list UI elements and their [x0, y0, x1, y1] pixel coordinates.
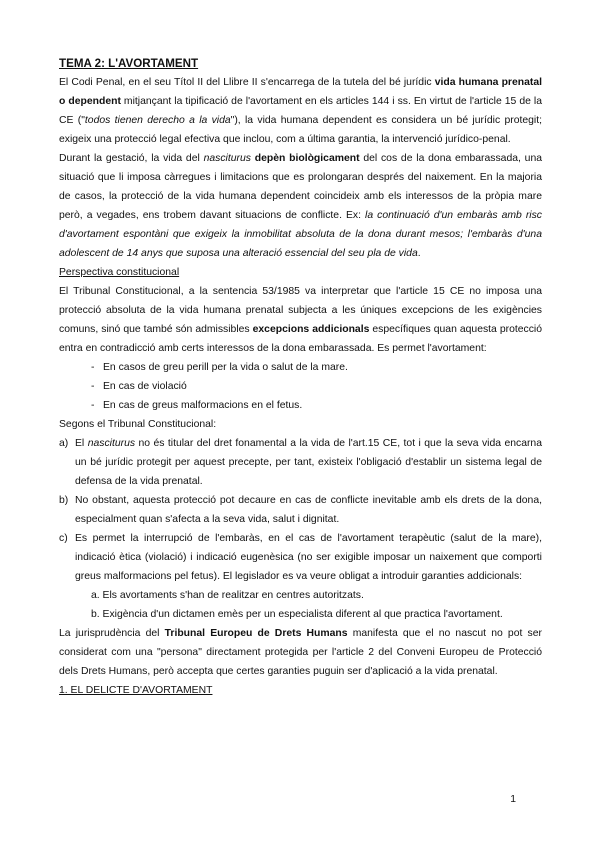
- bold-run: Tribunal Europeu de Drets Humans: [164, 628, 348, 639]
- list-item: - En cas de greus malformacions en el fetus.: [91, 396, 542, 415]
- text-run: específiques quan aquesta protecció entra en contradicció amb certs interessos de la dona embarassada. Es permet l'avortament:: [59, 324, 543, 354]
- bold-run: vida humana prenatal o dependent: [59, 77, 542, 107]
- paragraph-tc-sentence: [59, 282, 542, 358]
- text-run: Es permet la interrupció de l'embaràs, en el cas de l'avortament terapèutic (salut de la mare), indicació ètica (violació) i indicació eugenèsica (no ser exigible imposar un naixement que comporti greus malformacions pel fetus). El legislador es va veure obligat a introduir garanties addicionals:: [75, 533, 542, 582]
- list-item: - En cas de violació: [91, 377, 542, 396]
- list-item: [59, 491, 542, 529]
- exceptions-list: [59, 358, 542, 415]
- paragraph-gestation: [59, 149, 542, 263]
- list-item: - En casos de greu perill per la vida o salut de la mare.: [91, 358, 542, 377]
- text-run: manifesta que el no nascut no pot ser considerat com una "persona" directament protegida per l'article 2 del Conveni Europeu de Protecció dels Drets Humans, però accepta que certes garanties puguin ser d'aplicació a la vida prenatal.: [59, 628, 542, 677]
- bold-run: depèn biològicament: [254, 153, 360, 164]
- italic-run: nasciturus: [203, 153, 251, 164]
- paragraph-tc-intro: Segons el Tribunal Constitucional:: [59, 419, 217, 430]
- list-marker: a): [59, 438, 69, 449]
- bold-run: excepcions addicionals: [252, 324, 370, 335]
- italic-run: todos tienen derecho a la vida: [84, 115, 231, 126]
- text-run: .: [417, 248, 421, 259]
- text-run: El: [75, 438, 88, 449]
- list-item: [59, 434, 542, 491]
- italic-run: la continuació d'un embaràs amb risc d'avortament espontàni que exigeix la inmobilitat absoluta de la dona durant mesos; l'embaràs d'una adolescent de 14 anys que suposa una alteració essencial del seu pla de vida: [59, 210, 542, 259]
- paragraph-intro: [59, 73, 542, 149]
- list-item: b. Exigència d'un dictamen emès per un especialista diferent al que practica l'avortament.: [91, 609, 503, 620]
- list-item: a. Els avortaments s'han de realitzar en centres autoritzats.: [91, 590, 364, 601]
- section-heading: 1. EL DELICTE D'AVORTAMENT: [59, 685, 213, 696]
- list-item: [59, 529, 542, 624]
- page-title: TEMA 2: L'AVORTAMENT: [59, 57, 199, 70]
- text-run: no és titular del dret fonamental a la vida de l'art.15 CE, tot i que la seva vida encarna un bé jurídic protegit per aquest precepte, per tant, existeix l'obligació d'establir un sistema legal de defensa de la vida prenatal.: [75, 438, 542, 487]
- text-run: El Codi Penal, en el seu Títol II del Llibre II s'encarrega de la tutela del bé jurídic: [59, 77, 435, 88]
- text-run: La jurisprudència del: [59, 628, 165, 639]
- text-run: mitjançant la tipificació de l'avortament en els articles 144 i ss. En virtut de l'article 15 de la CE (": [59, 96, 543, 126]
- list-marker: b): [59, 495, 69, 506]
- subheading-perspectiva: Perspectiva constitucional: [59, 267, 180, 278]
- tc-points-list: [59, 434, 542, 624]
- text-run: "), la vida humana dependent es considera un bé jurídic protegit; exigeix una protecció legal efectiva que inclou, com a última garantia, la intervenció jurídico-penal.: [59, 115, 542, 145]
- text-run: No obstant, aquesta protecció pot decaure en cas de conflicte inevitable amb els drets de la dona, especialment quan s'afecta a la seva vida, salut i dignitat.: [75, 495, 542, 525]
- text-run: Durant la gestació, la vida del: [59, 153, 204, 164]
- text-run: El Tribunal Constitucional, a la sentencia 53/1985 va interpretar que l'article 15 CE no imposa una protecció absoluta de la vida humana prenatal subjecta a les úniques excepcions de les exigències comuns, sinó que també són admissibles: [59, 286, 542, 335]
- text-run: del cos de la dona embarassada, una situació que li imposa càrregues i limitacions que es prolongaran després del naixement. En la majoria de casos, la protecció de la vida humana dependent coincideix amb els interessos de la pròpia mare però, a vegades, ens trobem davant situacions de conflicte. Ex:: [59, 153, 543, 221]
- page-number: 1: [510, 794, 516, 805]
- list-marker: c): [59, 533, 68, 544]
- guarantees-list: [75, 586, 542, 624]
- italic-run: nasciturus: [87, 438, 136, 449]
- paragraph-tedh: [59, 624, 542, 681]
